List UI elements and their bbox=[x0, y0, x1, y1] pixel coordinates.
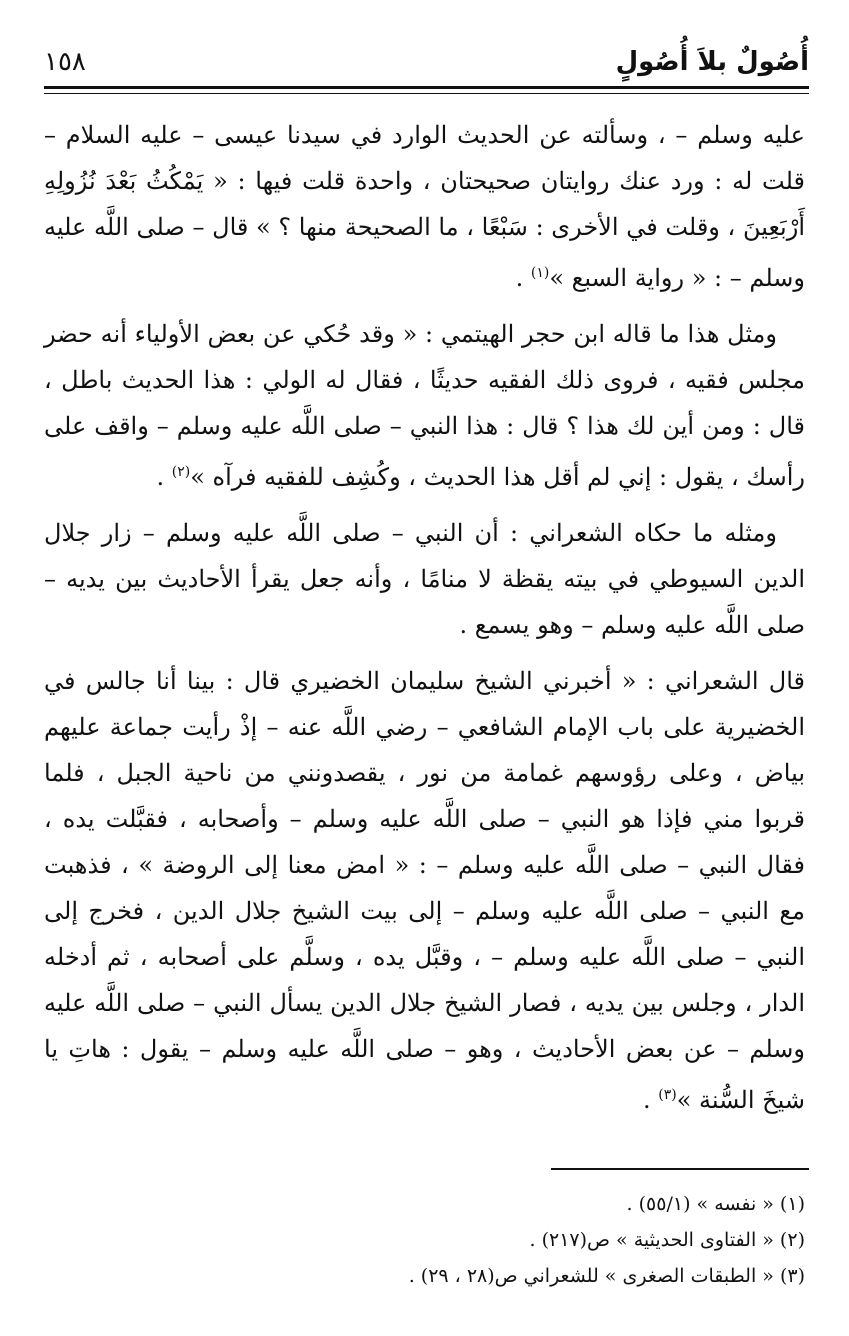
page-number: ١٥٨ bbox=[44, 47, 86, 77]
paragraph-2: ومثل هذا ما قاله ابن حجر الهيتمي : « وقد حُكي عن بعض الأولياء أنه حضر مجلس فقيه ، فروى ذلك الفقيه حديثًا ، فقال له الولي : هذا الحديث باطل ، قال : ومن أين لك هذا ؟ قال : هذا النبي – صلى اللَّه عليه وسلم – واقف على رأسك ، يقول : إني لم أقل هذا الحديث ، وكُشِف للفقيه فرآه »$^{(٢)}$ . bbox=[44, 320, 805, 491]
header-rule-thick bbox=[44, 86, 809, 89]
footnote-ref-3: (٣) bbox=[658, 1087, 677, 1103]
footnotes bbox=[44, 1186, 805, 1294]
footnote-2: (٢) « الفتاوى الحديثية » ص(٢١٧) . bbox=[529, 1229, 805, 1251]
main-text bbox=[44, 112, 805, 1133]
footnote-1: (١) « نفسه » (٥٥/١) . bbox=[626, 1193, 805, 1215]
page-header bbox=[44, 42, 809, 82]
footnote-ref-2: (٢) bbox=[171, 464, 191, 480]
paragraph-3: ومثله ما حكاه الشعراني : أن النبي – صلى اللَّه عليه وسلم – زار جلال الدين السيوطي في بيته يقظة لا منامًا ، وأنه جعل يقرأ الأحاديث بين يديه – صلى اللَّه عليه وسلم – وهو يسمع . bbox=[44, 519, 805, 639]
running-title: أُصُولٌ بلاَ أُصُولٍ bbox=[615, 47, 809, 77]
header-rule-thin bbox=[44, 93, 809, 94]
footnote-ref-1: (١) bbox=[530, 265, 550, 281]
footnote-3: (٣) « الطبقات الصغرى » للشعراني ص(٢٨ ، ٢٩) . bbox=[408, 1265, 805, 1287]
paragraph-1: عليه وسلم – ، وسألته عن الحديث الوارد في سيدنا عيسى – عليه السلام – قلت له : ورد عنك روايتان صحيحتان ، واحدة قلت فيها : « يَمْكُثُ بَعْدَ نُزُولِهِ أَرْبَعِينَ ، وقلت في الأخرى : سَبْعًا ، ما الصحيحة منها ؟ » قال – صلى اللَّه عليه وسلم – : « رواية السبع »$^{(١)}$ . bbox=[44, 121, 806, 292]
paragraph-4: قال الشعراني : « أخبرني الشيخ سليمان الخضيري قال : بينا أنا جالس في الخضيرية على باب الإمام الشافعي – رضي اللَّه عنه – إذْ رأيت جماعة عليهم بياض ، وعلى رؤوسهم غمامة من نور ، يقصدونني من ناحية الجبل ، فلما قربوا مني فإذا هو النبي – صلى اللَّه عليه وسلم – وأصحابه ، فقبَّلت يده ، فقال النبي – صلى اللَّه عليه وسلم – : « امض معنا إلى الروضة » ، فذهبت مع النبي – صلى اللَّه عليه وسلم – إلى بيت الشيخ جلال الدين ، فخرج إلى النبي – صلى اللَّه عليه وسلم – ، وقبَّل يده ، وسلَّم على أصحابه ، ثم أدخله الدار ، وجلس بين يديه ، فصار الشيخ جلال الدين يسأل النبي – صلى اللَّه عليه وسلم – عن بعض الأحاديث ، وهو – صلى اللَّه عليه وسلم – يقول : هاتِ يا شيخَ السُّنة »$^{(٣)}$ . bbox=[44, 667, 805, 1114]
footnote-separator bbox=[551, 1168, 809, 1170]
